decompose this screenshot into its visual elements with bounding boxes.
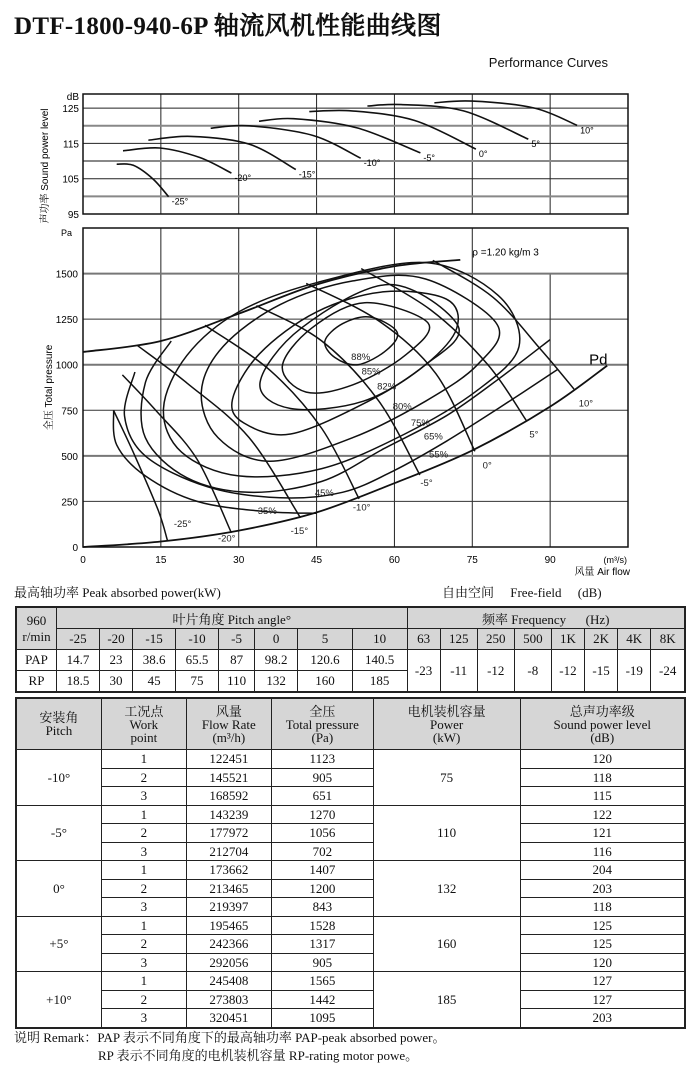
sound-curve--10° bbox=[211, 125, 361, 158]
power-cell: 132 bbox=[373, 861, 520, 917]
table-row bbox=[16, 879, 685, 898]
pitch-angle-header-cell: -5 bbox=[218, 629, 254, 650]
power-cell: 120.6 bbox=[298, 650, 353, 671]
pitch-label: -20° bbox=[217, 533, 236, 545]
pitch-cell: +10° bbox=[16, 972, 101, 1028]
pitch-curve--25° bbox=[114, 411, 168, 542]
work-point-cell: 1 bbox=[101, 805, 186, 824]
y-tick-label: 1000 bbox=[55, 360, 78, 372]
pitch-label: -25° bbox=[173, 518, 192, 530]
pitch-angle-header-cell: -25 bbox=[57, 629, 100, 650]
sound-power-chart bbox=[38, 92, 628, 224]
power-cell: 30 bbox=[99, 671, 132, 693]
power-cell: 23 bbox=[99, 650, 132, 671]
sound-level-cell: 121 bbox=[520, 824, 685, 843]
column-header-cn: 电机装机容量 bbox=[407, 703, 486, 719]
sound-level-cell: 115 bbox=[520, 787, 685, 806]
pitch-label: 5° bbox=[529, 429, 539, 441]
power-cell: 110 bbox=[218, 671, 254, 693]
efficiency-label: 45% bbox=[314, 487, 334, 499]
x-tick-label: 30 bbox=[233, 555, 245, 566]
flow-rate-cell: 143239 bbox=[186, 805, 271, 824]
power-cell: 18.5 bbox=[57, 671, 100, 693]
pitch-angle-header-cell: 10 bbox=[352, 629, 407, 650]
flow-rate-cell: 292056 bbox=[186, 953, 271, 972]
sound-correction-cell: -8 bbox=[514, 650, 551, 693]
column-header bbox=[520, 698, 685, 750]
table-row bbox=[16, 787, 685, 806]
power-cell: 185 bbox=[352, 671, 407, 693]
total-pressure-cell: 1317 bbox=[271, 935, 373, 954]
table-row bbox=[16, 824, 685, 843]
work-point-cell: 3 bbox=[101, 787, 186, 806]
sound-correction-cell: -12 bbox=[551, 650, 584, 693]
total-pressure-cell: 1407 bbox=[271, 861, 373, 880]
work-point-cell: 2 bbox=[101, 990, 186, 1009]
y-tick-label: 250 bbox=[61, 497, 78, 509]
table-row bbox=[16, 916, 685, 935]
efficiency-label: 88% bbox=[351, 352, 371, 364]
y-tick-label: 105 bbox=[62, 174, 79, 186]
column-header-cn: 安装角 bbox=[39, 710, 79, 725]
flow-rate-cell: 122451 bbox=[186, 750, 271, 769]
pitch-cell: 0° bbox=[16, 861, 101, 917]
total-pressure-cell: 651 bbox=[271, 787, 373, 806]
sound-level-cell: 122 bbox=[520, 805, 685, 824]
power-cell: 75 bbox=[176, 671, 219, 693]
work-point-cell: 1 bbox=[101, 750, 186, 769]
table-row bbox=[16, 768, 685, 787]
y-axis-label: 全压 Total pressure bbox=[44, 344, 55, 431]
work-point-table bbox=[15, 697, 686, 1029]
flow-rate-cell: 195465 bbox=[186, 916, 271, 935]
table-row bbox=[16, 1009, 685, 1028]
frequency-header-cell: 63 bbox=[407, 629, 440, 650]
column-header-en: Pitch bbox=[45, 723, 73, 738]
sound-level-cell: 118 bbox=[520, 898, 685, 917]
work-point-cell: 3 bbox=[101, 842, 186, 861]
frequency-header-cell: 500 bbox=[514, 629, 551, 650]
sound-level-cell: 203 bbox=[520, 879, 685, 898]
efficiency-label: 55% bbox=[429, 449, 449, 461]
table-row bbox=[16, 805, 685, 824]
pitch-label: 10° bbox=[578, 398, 594, 410]
power-cell: 75 bbox=[373, 750, 520, 806]
row-label: PAP bbox=[16, 650, 57, 671]
y-axis-label: 声功率 Sound power level bbox=[40, 108, 51, 224]
pitch-angle-header: 叶片角度 Pitch angle° bbox=[57, 607, 408, 629]
remark bbox=[14, 1029, 446, 1065]
column-header-cn: 全压 bbox=[309, 703, 336, 719]
flow-rate-cell: 320451 bbox=[186, 1009, 271, 1028]
x-tick-label: 75 bbox=[466, 555, 478, 566]
flow-rate-cell: 212704 bbox=[186, 842, 271, 861]
power-cell: 160 bbox=[373, 916, 520, 972]
column-header-unit: (kW) bbox=[432, 729, 461, 745]
pd-label: Pd bbox=[589, 351, 608, 369]
y-tick-label: 0 bbox=[72, 543, 78, 554]
y-tick-label: 1500 bbox=[55, 269, 78, 281]
page-subtitle: Performance Curves bbox=[488, 55, 608, 70]
work-point-cell: 3 bbox=[101, 898, 186, 917]
total-pressure-cell: 1528 bbox=[271, 916, 373, 935]
efficiency-label: 80% bbox=[392, 401, 412, 413]
table-row bbox=[16, 935, 685, 954]
column-header-unit: point bbox=[130, 729, 158, 745]
efficiency-label: 65% bbox=[423, 431, 443, 443]
sound-curve-label: -15° bbox=[298, 169, 316, 180]
efficiency-label: 75% bbox=[410, 417, 430, 429]
column-header-cn: 总声功率级 bbox=[569, 703, 635, 719]
pitch-angle-header-cell: 5 bbox=[298, 629, 353, 650]
sound-curve--15° bbox=[148, 136, 295, 169]
column-header bbox=[101, 698, 186, 750]
sound-curve-label: 0° bbox=[478, 149, 488, 160]
pitch-cell: -5° bbox=[16, 805, 101, 861]
x-tick-label: 15 bbox=[155, 555, 167, 566]
work-point-cell: 2 bbox=[101, 935, 186, 954]
column-header-cn: 风量 bbox=[215, 703, 242, 719]
sound-curve-label: -20° bbox=[234, 173, 252, 184]
pitch-label: -10° bbox=[352, 502, 371, 514]
table-row bbox=[16, 750, 685, 769]
power-cell: 132 bbox=[255, 671, 298, 693]
frequency-header-cell: 4K bbox=[618, 629, 651, 650]
pitch-cell: +5° bbox=[16, 916, 101, 972]
efficiency-contour-65% bbox=[163, 262, 519, 476]
sound-correction-cell: -23 bbox=[407, 650, 440, 693]
x-tick-label: 45 bbox=[311, 555, 323, 566]
column-header-unit: (dB) bbox=[590, 729, 615, 745]
x-tick-label: 60 bbox=[388, 555, 400, 566]
work-point-cell: 2 bbox=[101, 824, 186, 843]
frequency-header-cell: 1K bbox=[551, 629, 584, 650]
x-unit-label: (m³/s) bbox=[603, 555, 627, 565]
sound-curve-label: 10° bbox=[580, 125, 594, 136]
y-tick-label: 95 bbox=[67, 210, 79, 221]
y-tick-label: 750 bbox=[61, 406, 78, 418]
frequency-header-cell: 125 bbox=[440, 629, 477, 650]
column-header bbox=[373, 698, 520, 750]
power-cell: 98.2 bbox=[255, 650, 298, 671]
sound-level-cell: 127 bbox=[520, 972, 685, 991]
pitch-label: 0° bbox=[482, 460, 492, 472]
sound-level-cell: 120 bbox=[520, 953, 685, 972]
column-header bbox=[16, 698, 101, 750]
pitch-angle-header-cell: 0 bbox=[255, 629, 298, 650]
rpm-unit: r/min bbox=[22, 628, 51, 644]
pitch-angle-header-cell: -15 bbox=[133, 629, 176, 650]
table-row bbox=[16, 861, 685, 880]
frequency-header: 频率 Frequency (Hz) bbox=[407, 607, 685, 629]
sound-level-cell: 125 bbox=[520, 935, 685, 954]
pitch-curve--20° bbox=[122, 375, 231, 533]
table-row bbox=[16, 953, 685, 972]
pitch-label: -5° bbox=[420, 477, 433, 489]
x-axis-label: 风量 Air flow bbox=[574, 567, 630, 578]
table-row bbox=[16, 972, 685, 991]
column-header-unit: (m³/h) bbox=[212, 729, 246, 745]
y-unit-label: dB bbox=[66, 92, 79, 103]
pressure-chart bbox=[42, 228, 631, 578]
sound-correction-cell: -19 bbox=[618, 650, 651, 693]
frequency-header-cell: 8K bbox=[651, 629, 685, 650]
work-point-cell: 3 bbox=[101, 1009, 186, 1028]
total-pressure-cell: 843 bbox=[271, 898, 373, 917]
flow-rate-cell: 173662 bbox=[186, 861, 271, 880]
y-tick-label: 115 bbox=[63, 139, 79, 151]
total-pressure-cell: 1095 bbox=[271, 1009, 373, 1028]
efficiency-label: 82% bbox=[377, 381, 397, 393]
sound-level-cell: 125 bbox=[520, 916, 685, 935]
sound-level-cell: 127 bbox=[520, 990, 685, 1009]
row-label: RP bbox=[16, 671, 57, 693]
column-header bbox=[271, 698, 373, 750]
sound-level-cell: 116 bbox=[520, 842, 685, 861]
total-pressure-cell: 1123 bbox=[271, 750, 373, 769]
density-note: ρ =1.20 kg/m 3 bbox=[472, 247, 539, 259]
power-cell: 110 bbox=[373, 805, 520, 861]
table-row bbox=[16, 898, 685, 917]
flow-rate-cell: 219397 bbox=[186, 898, 271, 917]
sound-level-cell: 203 bbox=[520, 1009, 685, 1028]
work-point-cell: 1 bbox=[101, 916, 186, 935]
x-tick-label: 0 bbox=[80, 555, 86, 566]
frequency-header-cell: 2K bbox=[585, 629, 618, 650]
sound-curve-label: -10° bbox=[363, 158, 381, 169]
sound-correction-cell: -15 bbox=[585, 650, 618, 693]
flow-rate-cell: 168592 bbox=[186, 787, 271, 806]
column-header bbox=[186, 698, 271, 750]
y-tick-label: 1250 bbox=[55, 315, 78, 327]
column-header-en: Total pressure bbox=[285, 716, 359, 732]
frequency-header-cell: 250 bbox=[477, 629, 514, 650]
column-header-unit: (Pa) bbox=[311, 729, 334, 745]
y-tick-label: 500 bbox=[61, 451, 78, 463]
power-cell: 87 bbox=[218, 650, 254, 671]
work-point-cell: 3 bbox=[101, 953, 186, 972]
work-point-cell: 1 bbox=[101, 972, 186, 991]
rpm-value: 960 bbox=[26, 612, 47, 628]
free-field-caption: 自由空间 Free-field (dB) bbox=[442, 585, 602, 600]
sound-curve-label: 5° bbox=[531, 139, 540, 150]
total-pressure-cell: 905 bbox=[271, 768, 373, 787]
total-pressure-cell: 702 bbox=[271, 842, 373, 861]
total-pressure-cell: 1442 bbox=[271, 990, 373, 1009]
column-header-en: Flow Rate bbox=[201, 716, 256, 732]
column-header-en: Sound power level bbox=[553, 716, 651, 732]
efficiency-contour-85% bbox=[282, 303, 429, 393]
sound-curve-10° bbox=[434, 101, 577, 126]
power-cell: 160 bbox=[298, 671, 353, 693]
power-cell: 65.5 bbox=[176, 650, 219, 671]
pitch-label: -15° bbox=[290, 526, 309, 538]
work-point-cell: 1 bbox=[101, 861, 186, 880]
efficiency-label: 35% bbox=[257, 506, 277, 518]
sound-correction-cell: -11 bbox=[440, 650, 477, 693]
remark-line-1: 说明 Remark：PAP 表示不同角度下的最高轴功率 PAP-peak absorbed power。 bbox=[14, 1030, 446, 1045]
sound-level-cell: 118 bbox=[520, 768, 685, 787]
work-point-cell: 2 bbox=[101, 879, 186, 898]
page-title: DTF-1800-940-6P 轴流风机性能曲线图 bbox=[14, 13, 442, 40]
total-pressure-cell: 905 bbox=[271, 953, 373, 972]
sound-level-cell: 204 bbox=[520, 861, 685, 880]
flow-rate-cell: 245408 bbox=[186, 972, 271, 991]
power-cell: 38.6 bbox=[133, 650, 176, 671]
work-point-cell: 2 bbox=[101, 768, 186, 787]
pap-caption: 最高轴功率 Peak absorbed power(kW) bbox=[14, 585, 221, 600]
sound-correction-cell: -12 bbox=[477, 650, 514, 693]
remark-line-2: RP 表示不同角度的电机装机容量 RP-rating motor powe。 bbox=[98, 1048, 419, 1063]
power-frequency-table bbox=[15, 606, 686, 693]
sound-correction-cell: -24 bbox=[651, 650, 685, 693]
column-header-en: Work bbox=[129, 716, 159, 732]
total-pressure-cell: 1565 bbox=[271, 972, 373, 991]
efficiency-label: 85% bbox=[361, 366, 381, 378]
flow-rate-cell: 177972 bbox=[186, 824, 271, 843]
total-pressure-cell: 1200 bbox=[271, 879, 373, 898]
sound-curve-label: -25° bbox=[171, 196, 189, 207]
sound-curve-label: -5° bbox=[423, 152, 435, 163]
flow-rate-cell: 242366 bbox=[186, 935, 271, 954]
power-cell: 185 bbox=[373, 972, 520, 1028]
pitch-curve-0° bbox=[306, 283, 475, 451]
flow-rate-cell: 213465 bbox=[186, 879, 271, 898]
pitch-angle-header-cell: -20 bbox=[99, 629, 132, 650]
pitch-angle-header-cell: -10 bbox=[176, 629, 219, 650]
total-pressure-cell: 1270 bbox=[271, 805, 373, 824]
flow-rate-cell: 145521 bbox=[186, 768, 271, 787]
total-pressure-cell: 1056 bbox=[271, 824, 373, 843]
pitch-cell: -10° bbox=[16, 750, 101, 806]
y-tick-label: 125 bbox=[62, 104, 79, 116]
column-header-en: Power bbox=[430, 716, 464, 732]
x-tick-label: 90 bbox=[544, 555, 556, 566]
power-cell: 14.7 bbox=[57, 650, 100, 671]
power-cell: 140.5 bbox=[352, 650, 407, 671]
pitch-curve--10° bbox=[205, 325, 359, 499]
power-cell: 45 bbox=[133, 671, 176, 693]
table-row bbox=[16, 990, 685, 1009]
column-header-cn: 工况点 bbox=[124, 703, 164, 719]
sound-level-cell: 120 bbox=[520, 750, 685, 769]
rpm-header bbox=[16, 607, 57, 650]
flow-rate-cell: 273803 bbox=[186, 990, 271, 1009]
table-row bbox=[16, 842, 685, 861]
y-unit-label: Pa bbox=[61, 228, 73, 238]
